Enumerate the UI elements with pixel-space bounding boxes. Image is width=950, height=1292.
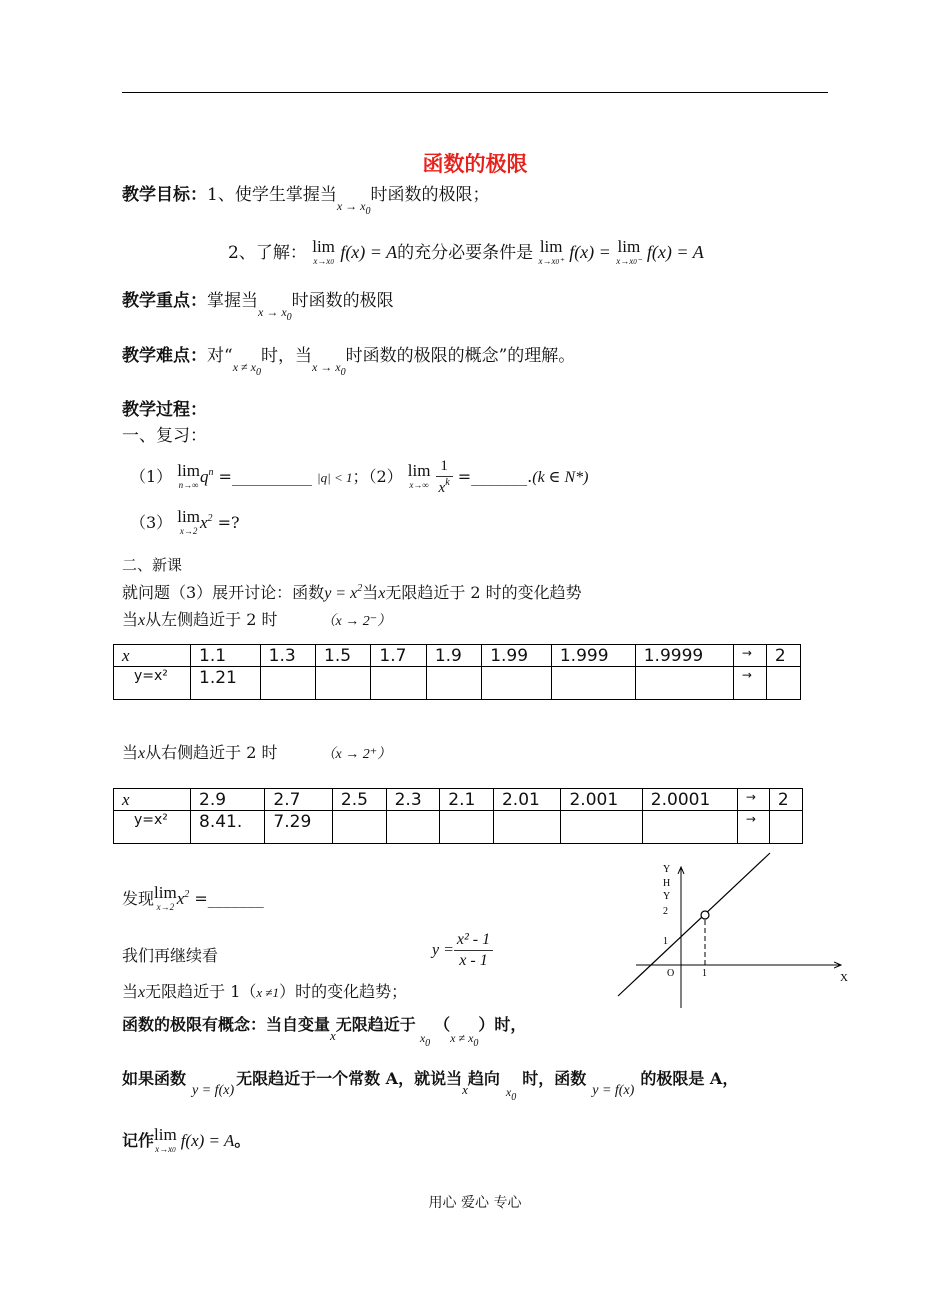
difficulty-pre: 对“ — [207, 346, 233, 366]
approach1-x: x — [138, 984, 146, 1001]
table-cell: → — [733, 645, 766, 667]
review-q2-blank: =_______. — [457, 466, 533, 486]
found-line — [122, 884, 264, 912]
table-cell: → — [733, 667, 766, 700]
table-cell: 2.3 — [386, 789, 440, 811]
graph-x-label: X — [840, 972, 848, 984]
concept-line2-x: x — [462, 1082, 468, 1097]
graph-tick-2y: 2 — [663, 906, 668, 917]
key-point-math: x → x0 — [258, 305, 292, 323]
table-cell: 2.9 — [191, 789, 265, 811]
concept-line3-expr: f(x) = A — [180, 1131, 235, 1150]
table-cell: 2.001 — [561, 789, 642, 811]
table-cell — [766, 667, 800, 700]
table-cell: 2 — [769, 789, 802, 811]
lim-x-to-x0-plus: lim x→x0⁺ — [538, 237, 564, 266]
approach1-pre: 当 — [122, 982, 139, 1001]
goals-line2 — [228, 238, 704, 266]
table-cell: y=x² — [114, 811, 191, 844]
left-limit-expr: f(x) = A — [646, 242, 704, 262]
key-point-pre: 掌握当 — [207, 291, 258, 311]
table-right-approach — [113, 788, 803, 844]
review-q2-cond: (k ∈ N*) — [532, 468, 589, 486]
graph-origin: O — [667, 968, 675, 979]
goals-label: 教学目标： — [122, 185, 207, 205]
right-approach-line — [122, 740, 391, 763]
table-cell: x — [114, 645, 191, 667]
table-cell: 1.3 — [260, 645, 315, 667]
left-post: 从左侧趋近于 2 时 — [145, 610, 278, 629]
concept-line2-mid: 无限趋近于一个常数 A，就说当 — [236, 1069, 463, 1088]
difficulty-math1: x ≠ x0 — [232, 360, 261, 378]
table-cell — [769, 811, 802, 844]
q-power-n: $q^n$ — [199, 466, 214, 486]
concept-line2-func2: y = f(x) — [592, 1083, 635, 1098]
graph-tick-1y: 1 — [663, 936, 668, 947]
difficulty-line — [122, 341, 575, 378]
table-cell: 1.5 — [316, 645, 371, 667]
table-cell — [440, 811, 494, 844]
review-q1-cond: |q| < 1 — [317, 469, 353, 485]
difficulty-mid: 时，当 — [260, 346, 312, 366]
concept-line2-pre: 如果函数 — [122, 1069, 187, 1088]
right-math: （x → 2⁺） — [321, 747, 392, 762]
goals-item2-mid: 的充分必要条件是 — [397, 243, 534, 263]
review-q1q2 — [130, 457, 589, 498]
table-cell: 1.999 — [551, 645, 635, 667]
continue-func-num: x² - 1 — [454, 930, 493, 951]
discuss-x: x — [378, 585, 386, 602]
table-cell — [386, 811, 440, 844]
left-x: x — [138, 612, 146, 629]
x-squared: $x^2$ — [199, 513, 213, 532]
table-cell — [260, 667, 315, 700]
table-cell — [332, 811, 386, 844]
concept-line3-post: 。 — [234, 1131, 251, 1150]
table-row — [114, 667, 801, 700]
goals-line1 — [122, 180, 489, 217]
graph-side-label-3: Y — [663, 891, 671, 902]
concept-line3 — [122, 1126, 250, 1154]
table-cell: 2.7 — [265, 789, 333, 811]
fraction-1-over-xk: $\frac{1}{x^k}$ — [436, 457, 453, 498]
table-left-approach — [113, 644, 801, 700]
concept-line1-mid: 无限趋近于 — [335, 1015, 416, 1034]
concept-line2-post: 的极限是 A， — [640, 1069, 739, 1088]
review-q2-num: ；（2） — [352, 466, 403, 486]
lim-x-to-x0-notation: lim x→x0 — [154, 1125, 177, 1154]
table-row — [114, 789, 803, 811]
lim-x-to-2-found: lim x→2 — [154, 883, 177, 912]
review-q1-blank: =__________ — [218, 466, 312, 486]
concept-line2-mid3: 时，函数 — [522, 1069, 587, 1088]
key-point-line — [122, 286, 394, 323]
lim-n-to-inf: lim n→∞ — [177, 460, 200, 490]
discuss-mid: 当 — [362, 583, 379, 602]
right-limit-expr: f(x) = — [569, 242, 611, 262]
table-cell — [493, 811, 561, 844]
table-cell: → — [737, 789, 769, 811]
found-pre: 发现 — [122, 889, 155, 908]
lim-x-to-2: lim x→2 — [177, 507, 200, 536]
table-cell: 2.5 — [332, 789, 386, 811]
table-cell: x — [114, 789, 191, 811]
discuss-func: $y = x^2$ — [324, 583, 363, 602]
difficulty-math2: x → x0 — [311, 360, 346, 378]
table-cell: 2 — [766, 645, 800, 667]
goals-item2-pre: 2、了解： — [228, 243, 307, 263]
review-q3-tail: =? — [217, 513, 240, 532]
found-blank: =_______ — [194, 889, 264, 908]
table-cell — [551, 667, 635, 700]
table-cell: 8.41. — [191, 811, 265, 844]
table-cell: 1.9999 — [635, 645, 733, 667]
graph-side-label-2: H — [663, 878, 671, 889]
table-cell: → — [737, 811, 769, 844]
process-label: 教学过程： — [122, 400, 207, 420]
discuss-post: 无限趋近于 2 时的变化趋势 — [385, 583, 582, 602]
table-cell — [561, 811, 642, 844]
review-q3-num: （3） — [130, 513, 173, 532]
concept-line1-pre: 函数的极限有概念：当自变量 — [122, 1015, 331, 1034]
goals-item2-eq: f(x) = A — [340, 242, 398, 262]
hole-point — [701, 911, 709, 919]
table-cell: 1.7 — [371, 645, 426, 667]
key-point-label: 教学重点： — [122, 291, 207, 311]
concept-line2-func: y = f(x) — [192, 1083, 235, 1098]
lim-x-to-x0-minus: lim x→x0⁻ — [616, 237, 642, 266]
table-cell — [482, 667, 552, 700]
review-heading: 一、复习： — [122, 426, 207, 446]
table-cell: 1.9 — [426, 645, 481, 667]
concept-line1-x0: x0 — [419, 1031, 431, 1049]
continue-function — [432, 930, 493, 971]
goals-item1-pre: 1、使学生掌握当 — [207, 185, 337, 205]
continue-func-den: x - 1 — [459, 952, 488, 969]
continue-y-eq: y = — [432, 941, 454, 959]
header-rule — [122, 92, 828, 93]
table-cell — [635, 667, 733, 700]
table-cell: y=x² — [114, 667, 191, 700]
table-cell — [426, 667, 481, 700]
left-pre: 当 — [122, 610, 139, 629]
discuss-pre: 就问题（3）展开讨论：函数 — [122, 583, 325, 602]
graph-side-label-1: Y — [663, 864, 671, 875]
right-pre: 当 — [122, 743, 139, 762]
page-title: 函数的极限 — [422, 151, 528, 176]
concept-line2-x0: x0 — [505, 1085, 517, 1103]
table-cell: 1.21 — [191, 667, 261, 700]
table-cell: 2.01 — [493, 789, 561, 811]
table-cell: 2.0001 — [642, 789, 737, 811]
goals-item1-post: 时函数的极限； — [370, 185, 490, 205]
review-q3 — [130, 508, 240, 536]
footer: 用心 爱心 专心 — [428, 1195, 522, 1211]
difficulty-post: 时函数的极限的概念”的理解。 — [345, 346, 576, 366]
limit-graph — [600, 848, 860, 1008]
discuss-line — [122, 580, 582, 603]
lim-x-to-inf: lim x→∞ — [407, 460, 431, 490]
left-math: （x → 2⁻） — [321, 614, 392, 629]
table-row — [114, 811, 803, 844]
table-cell — [316, 667, 371, 700]
table-cell — [371, 667, 426, 700]
goals-item1-math: x → x0 — [336, 199, 371, 217]
continue-text: 我们再继续看 — [122, 946, 219, 965]
table-cell: 1.99 — [482, 645, 552, 667]
concept-line1-paren: （ — [434, 1015, 451, 1034]
table-cell — [642, 811, 737, 844]
concept-line1-post: ）时， — [478, 1015, 527, 1034]
difficulty-label: 教学难点： — [122, 346, 207, 366]
new-lesson-heading: 二、新课 — [122, 556, 183, 574]
concept-line2 — [122, 1066, 738, 1103]
table-cell: 2.1 — [440, 789, 494, 811]
key-point-post: 时函数的极限 — [291, 291, 394, 311]
concept-line2-mid2: 趋向 — [467, 1069, 500, 1088]
table-cell: 7.29 — [265, 811, 333, 844]
concept-line1 — [122, 1012, 526, 1049]
concept-line1-x: x — [330, 1028, 336, 1043]
function-line — [618, 853, 770, 996]
concept-line3-pre: 记作 — [122, 1131, 155, 1150]
right-x: x — [138, 745, 146, 762]
right-post: 从右侧趋近于 2 时 — [145, 743, 278, 762]
graph-tick-1x: 1 — [702, 968, 707, 979]
table-cell: 1.1 — [191, 645, 261, 667]
concept-line1-neq: x ≠ x0 — [450, 1031, 479, 1049]
review-q1-num: （1） — [130, 466, 173, 486]
table-row — [114, 645, 801, 667]
approach1-post: ）时的变化趋势； — [279, 982, 408, 1001]
approach1-line — [122, 979, 407, 1002]
continue-fraction — [454, 930, 493, 971]
approach1-mid: 无限趋近于 1（ — [145, 982, 257, 1001]
found-x-squared: $x^2$ — [176, 889, 190, 908]
left-approach-line — [122, 607, 391, 630]
approach1-math: x ≠1 — [256, 985, 280, 1000]
lim-x-to-x0: lim x→x0 — [312, 237, 335, 266]
